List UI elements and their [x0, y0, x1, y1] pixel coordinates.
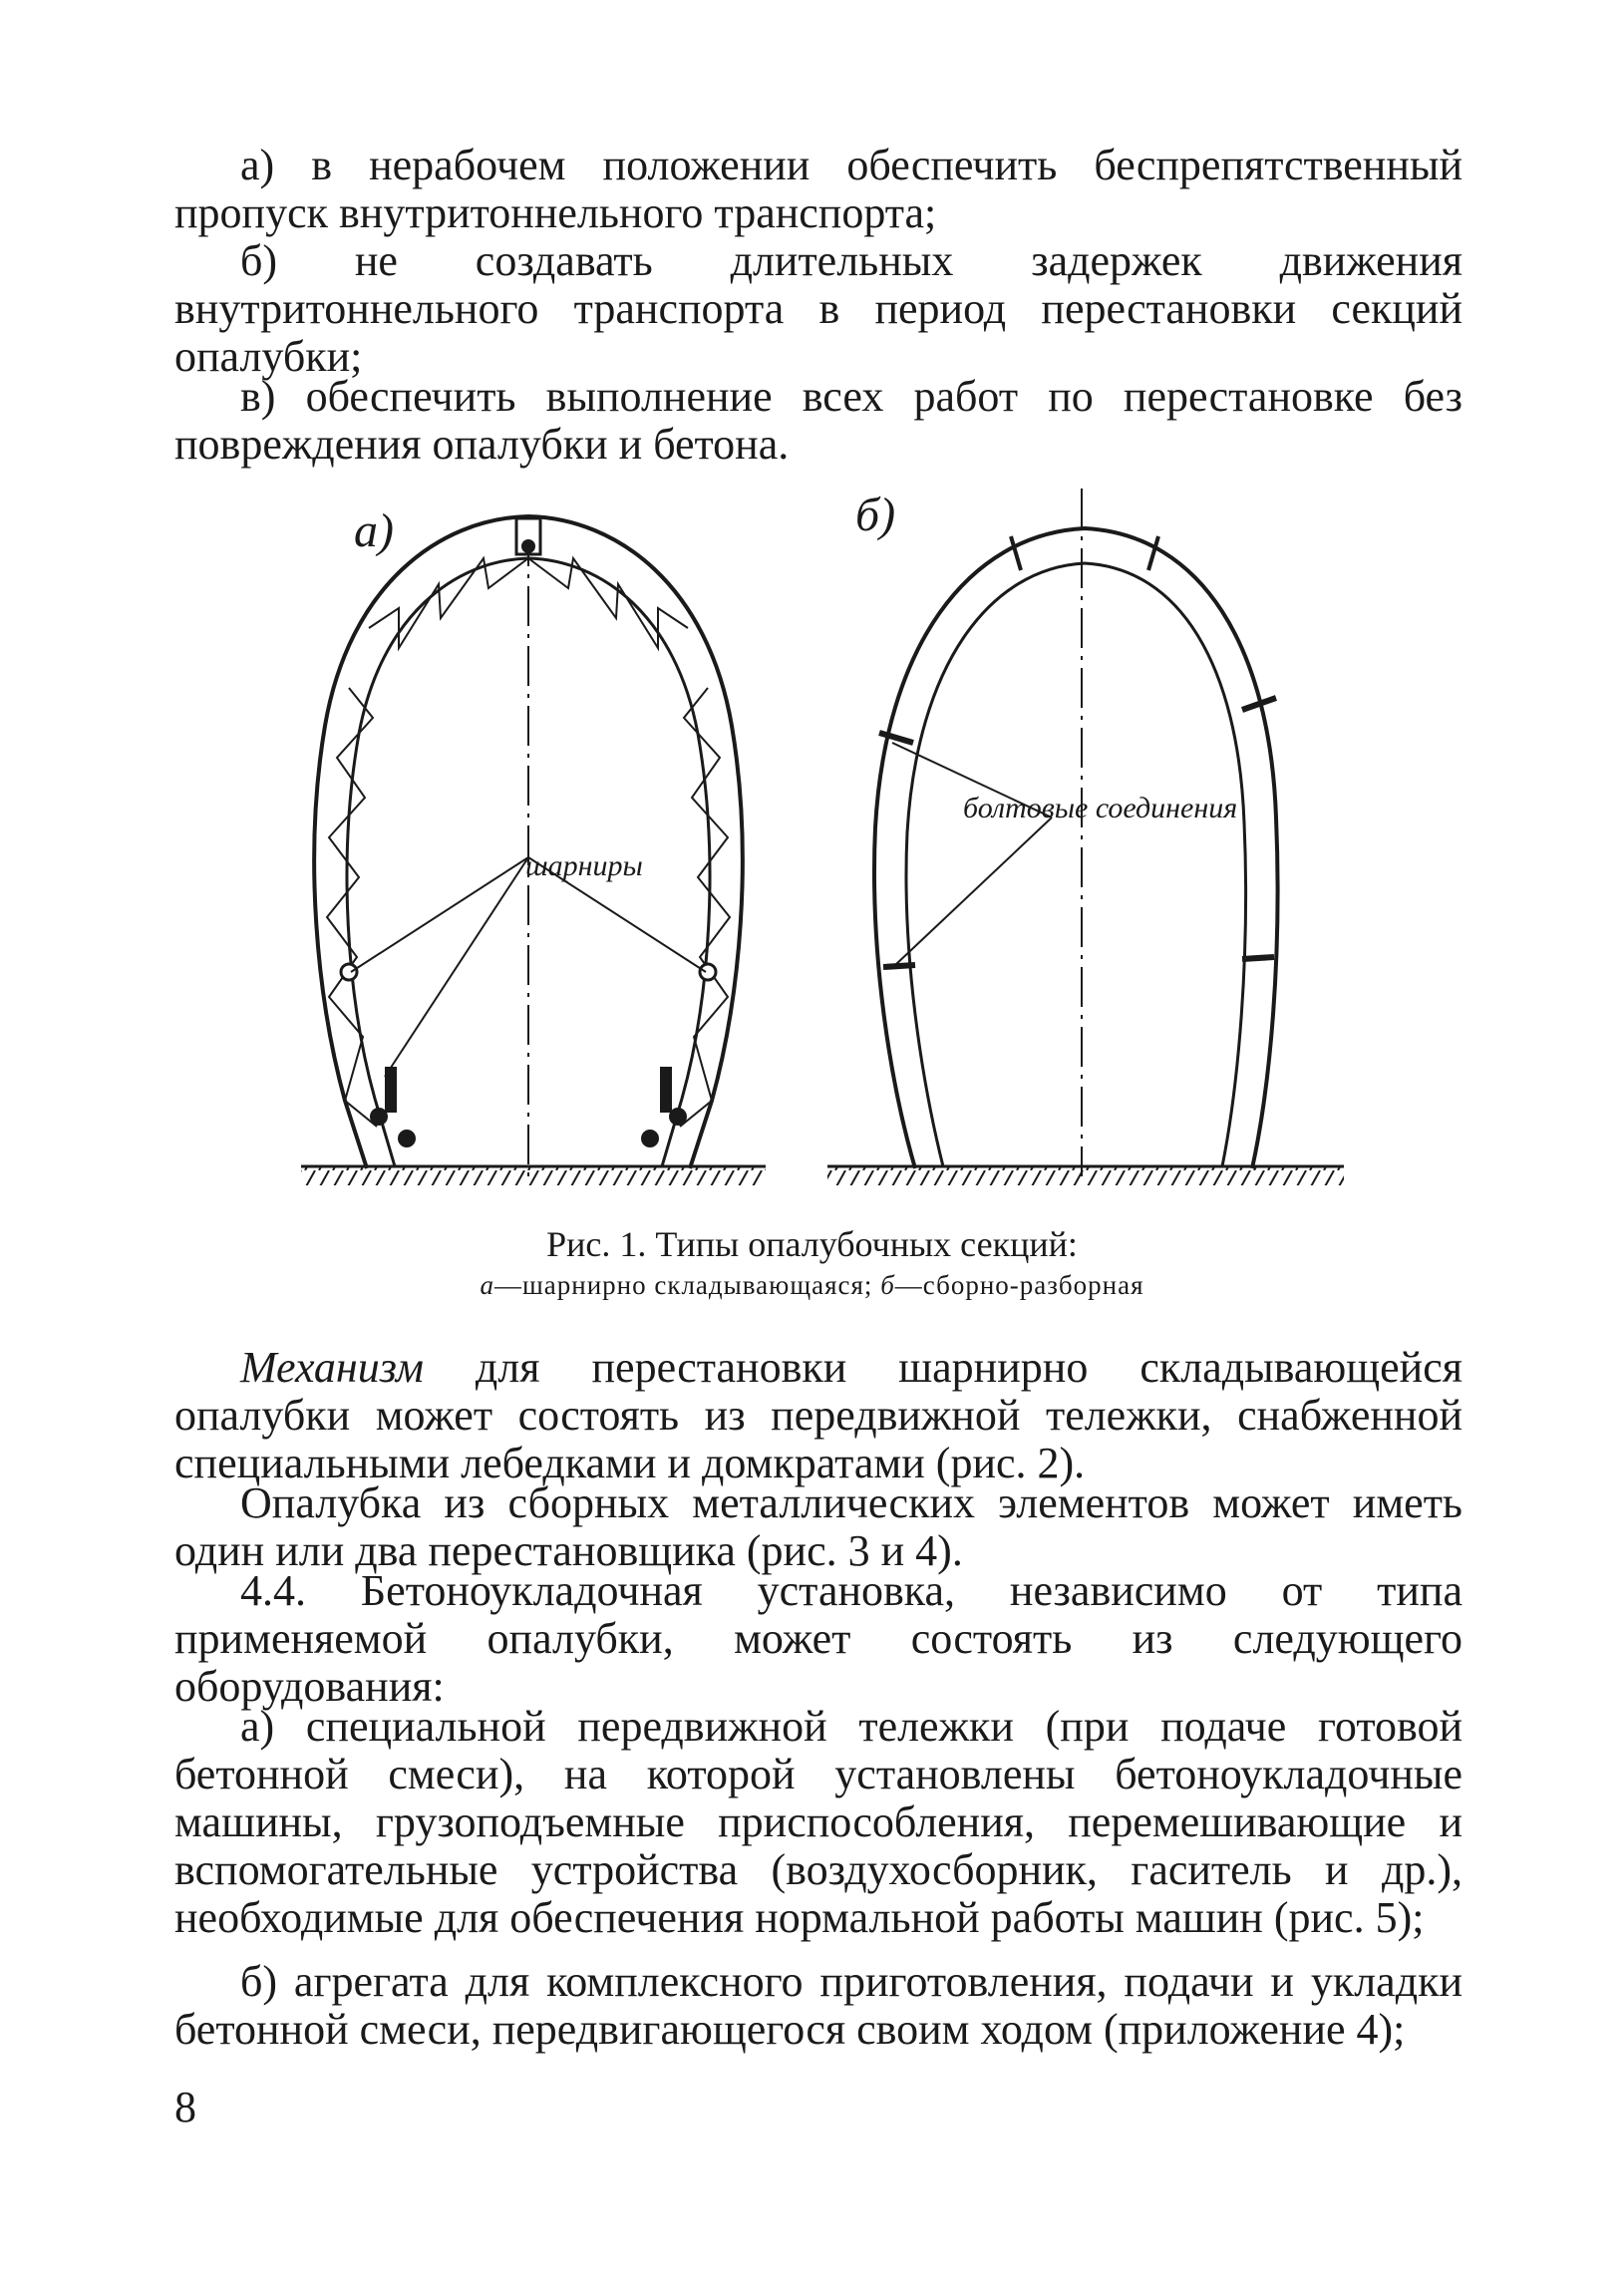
bolted-formwork-section — [874, 528, 1278, 1168]
paragraph-item-a: а) в нерабочем положении обеспечить беспрепятственный пропуск внутритоннельного транспорта; — [174, 141, 1462, 237]
paragraph-mechanism — [174, 1344, 1462, 1487]
caption-text-b: —сборно-разборная — [894, 1270, 1144, 1300]
paragraph-item-v: в) обеспечить выполнение всех работ по перестановке без повреждения опалубки и бетона. — [174, 372, 1462, 469]
annotation-bolted-joints: болтовые соединения — [963, 792, 1238, 824]
annotation-hinges: шарниры — [525, 849, 643, 882]
figure-caption-legend — [0, 1270, 1624, 1300]
ground-left — [301, 1166, 766, 1185]
figure-label-b: б) — [855, 488, 896, 541]
paragraph-mechanism-italic: Механизм — [240, 1343, 424, 1392]
paragraph-item-b-aggregate: б) агрегата для комплексного приготовления, подачи и укладки бетонной смеси, передвигающегося своим ходом (приложение 4); — [174, 1957, 1462, 2054]
figure-caption-title: Рис. 1. Типы опалубочных секций: — [546, 1224, 1078, 1264]
paragraph-item-a-cart: а) специальной передвижной тележки (при подаче готовой бетонной смеси), на которой установлены бетоноукладочные машины, грузоподъемные приспособления, перемешивающие и вспомогательные устройства (воздухосборник, гаситель и др.), необходимые для обеспечения нормальной работы машин (рис. 5); — [174, 1702, 1462, 1942]
caption-letter-a: а — [480, 1270, 494, 1300]
ground-right — [827, 1166, 1344, 1185]
paragraph-4-4: 4.4. Бетоноукладочная установка, независимо от типа применяемой опалубки, может состоять из следующего оборудования: — [174, 1566, 1462, 1711]
paragraph-item-b: б) не создавать длительных задержек движения внутритоннельного транспорта в период перестановки секций опалубки; — [174, 236, 1462, 381]
figure-label-a: а) — [354, 504, 394, 557]
caption-text-a: —шарнирно складывающаяся; — [493, 1270, 873, 1300]
caption-letter-b: б — [880, 1270, 895, 1300]
page-number: 8 — [174, 2083, 196, 2131]
paragraph-formwork: Опалубка из сборных металлических элементов может иметь один или два перестановщика (рис. 3 и 4). — [174, 1478, 1462, 1575]
formwork-figure — [289, 488, 1366, 1226]
paragraph-mechanism-rest: для перестановки шарнирно складывающейся опалубки может состоять из передвижной тележки, снабженной специальными лебедками и домкратами (рис. 2). — [174, 1343, 1462, 1487]
